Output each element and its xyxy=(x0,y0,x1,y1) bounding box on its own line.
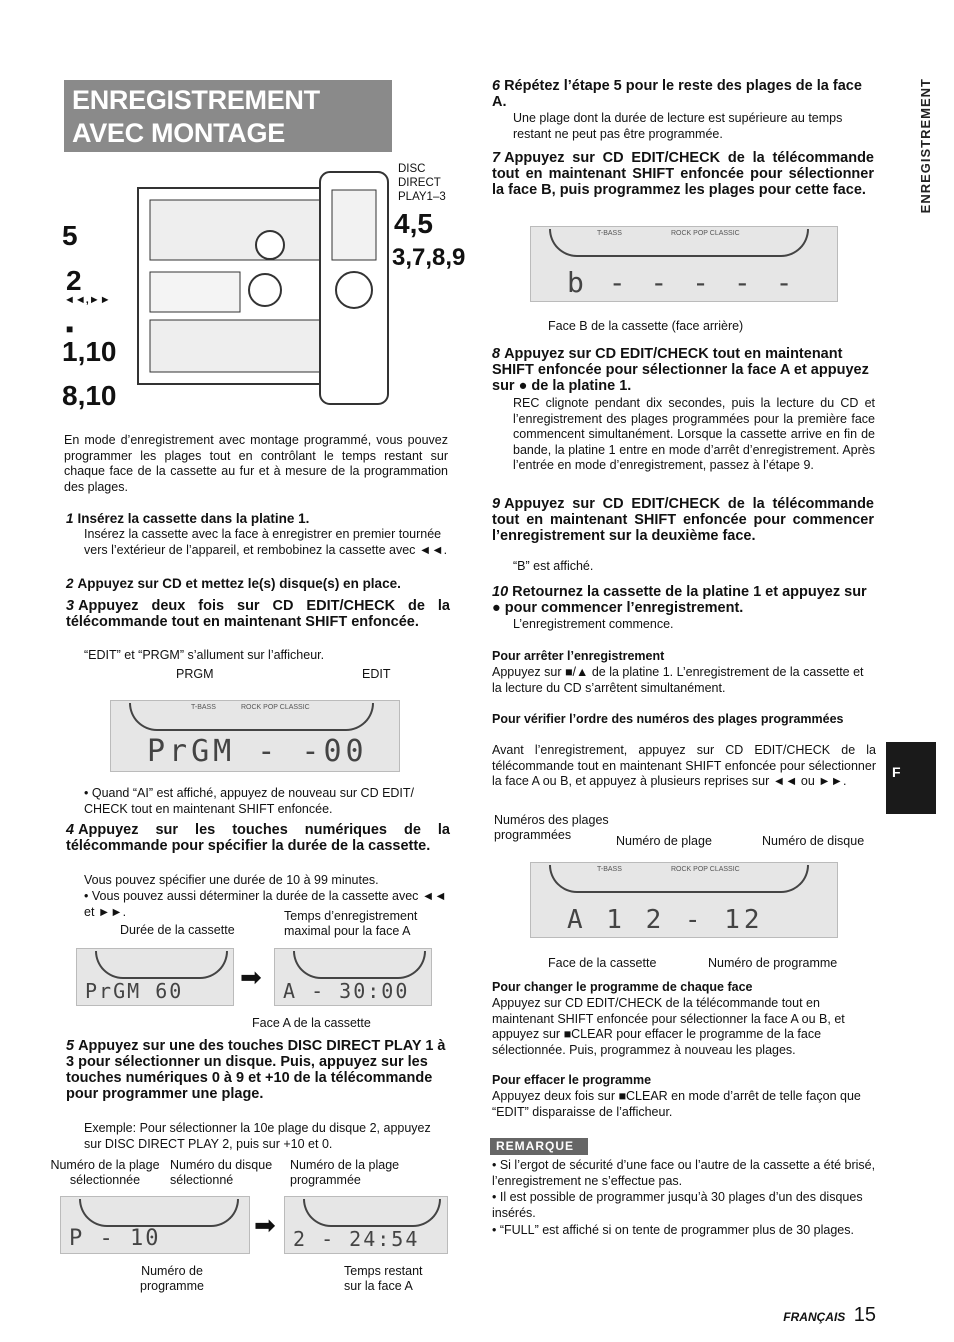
step-title: Retournez la cassette de la platine 1 et appuyez sur ● pour commencer l’enregistrement. xyxy=(492,584,867,616)
lcd-arc xyxy=(303,1199,441,1227)
lcd-segments: PrGM 60 xyxy=(85,979,184,1003)
lcd-segments: P - 10 xyxy=(69,1226,161,1251)
footer-language: FRANÇAIS xyxy=(783,1310,846,1324)
step-1-heading xyxy=(66,511,450,527)
lcd-arc xyxy=(95,951,228,979)
device-illustration xyxy=(60,160,466,411)
step-3-heading xyxy=(66,598,450,630)
step-10-heading xyxy=(492,584,876,616)
lcd-display-step5a xyxy=(60,1196,250,1254)
step-3-body: “EDIT” et “PRGM” s’allument sur l’afficheur. xyxy=(84,648,325,662)
arrow-right-icon: ➡ xyxy=(254,1210,276,1240)
label-face-a: Face A de la cassette xyxy=(252,1016,371,1030)
callout-2: 2 xyxy=(66,265,82,296)
step-title: Appuyez sur une des touches DISC DIRECT PLAY 1 à 3 pour sélectionner un disque. Puis, appuyez sur les touches numériques 0 à 9 et +10 de la télécommande pour programmer une plage. xyxy=(66,1038,446,1102)
callout-3-7-8-9: 3,7,8,9 xyxy=(392,244,466,271)
lcd-arc xyxy=(79,1199,239,1227)
remarque-item-3: • “FULL” est affiché si on tente de programmer plus de 30 plages. xyxy=(492,1223,854,1237)
step-title: Appuyez sur CD et mettez le(s) disque(s) en place. xyxy=(77,576,401,591)
step-4-body-1: Vous pouvez spécifier une durée de 10 à 99 minutes. xyxy=(84,873,379,887)
label-face-b: Face B de la cassette (face arrière) xyxy=(548,319,744,333)
lcd-modes: ROCK POP CLASSIC xyxy=(671,230,740,237)
step-number: 8 xyxy=(492,346,501,362)
step-title: Répétez l’étape 5 pour le reste des plages de la face A. xyxy=(492,78,862,110)
intro-text: En mode d’enregistrement avec montage programmé, vous pouvez programmer les plages tout en contrôlant le temps restant sur chaque face de la cassette au fur et à mesure de la programmation des plages. xyxy=(64,433,448,494)
label-plage-selectionnee: Numéro de la plage sélectionnée xyxy=(50,1158,160,1187)
step-title: Appuyez sur CD EDIT/CHECK de la télécommande tout en maintenant SHIFT enfoncée pour commencer l’enregistrement sur la deuxième face. xyxy=(492,496,874,544)
step-5-heading xyxy=(66,1038,450,1102)
step-number: 9 xyxy=(492,496,501,512)
step-4-body-2: • Vous pouvez aussi déterminer la durée de la cassette avec ◄◄ et ►►. xyxy=(84,889,447,919)
lcd-arc xyxy=(293,951,426,979)
step-7-heading xyxy=(492,150,874,198)
lcd-display-step4a xyxy=(76,948,234,1006)
step-title: Appuyez sur les touches numériques de la télécommande pour spécifier la durée de la cassette. xyxy=(66,822,450,854)
step-8-body: REC clignote pendant dix secondes, puis la lecture du CD et l’enregistrement des plages programmées pour la première face commencent simultanément. Lorsque la cassette arrive en fin de bande, la platine 1 entre en mode d’arrêt d’enregistrement. Après l’entrée en mode d’enregistrement, passez à l’étape 9. xyxy=(513,396,875,472)
callout-stop: ■ xyxy=(66,322,74,336)
lcd-segments: 2 - 24:54 xyxy=(293,1227,420,1251)
label-numero-programme: Numéro de programme xyxy=(140,1264,204,1293)
label-temps-restant: Temps restant sur la face A xyxy=(344,1264,423,1293)
callout-1-10: 1,10 xyxy=(62,336,117,367)
callout-4-5: 4,5 xyxy=(394,208,433,239)
stop-heading: Pour arrêter l’enregistrement xyxy=(492,649,665,663)
lcd-display-step7 xyxy=(530,226,838,302)
change-body: Appuyez sur CD EDIT/CHECK de la télécommande tout en maintenant SHIFT enfoncée pour sélectionner la face A ou B, et appuyez sur ■CLEAR pour effacer le programme de la face sélectionnée. Puis, programmez à nouveau les plages. xyxy=(492,996,845,1057)
step-2-heading xyxy=(66,576,450,592)
step-3-note: • Quand “AI” est affiché, appuyez de nouveau sur CD EDIT/ CHECK tout en maintenant SHIFT enfoncée. xyxy=(84,786,415,816)
verify-body: Avant l’enregistrement, appuyez sur CD EDIT/CHECK de la télécommande tout en maintenant SHIFT enfoncée pour sélectionner la face A ou B, et appuyez à plusieurs reprises sur ◄◄ ou ►►. xyxy=(492,743,876,788)
step-6-body: Une plage dont la durée de lecture est supérieure au temps restant ne peut pas être programmée. xyxy=(513,111,843,141)
erase-body: Appuyez deux fois sur ■CLEAR en mode d’arrêt de telle façon que “EDIT” disparaisse de l’afficheur. xyxy=(492,1089,861,1119)
remarque-item-2: • Il est possible de programmer jusqu’à 30 plages d’un des disques insérés. xyxy=(492,1190,863,1220)
erase-heading: Pour effacer le programme xyxy=(492,1073,652,1087)
section-side-label: ENREGISTREMENT xyxy=(918,78,933,214)
label-numero-programme-v: Numéro de programme xyxy=(708,956,838,970)
label-numero-disque: Numéro de disque xyxy=(762,834,865,848)
step-title: Insérez la cassette dans la platine 1. xyxy=(77,511,310,526)
step-9-body: “B” est affiché. xyxy=(513,559,594,573)
lcd-segments: PrGM - -00 xyxy=(147,734,368,769)
step-9-heading xyxy=(492,496,874,544)
step-number: 2 xyxy=(66,576,74,591)
page-footer xyxy=(776,1304,876,1327)
label-plage-programmee: Numéro de la plage programmée xyxy=(290,1158,400,1187)
label-temps-max: Temps d’enregistrement maximal pour la face A xyxy=(284,909,418,938)
step-5-body: Exemple: Pour sélectionner la 10e plage du disque 2, appuyez sur DISC DIRECT PLAY 2, puis sur +10 et 0. xyxy=(84,1121,431,1151)
remarque-item-1: • Si l’ergot de sécurité d’une face ou l’autre de la cassette a été brisé, l’enregistrement ne s’effectue pas. xyxy=(492,1158,876,1188)
callout-skip: ◄◄,►► xyxy=(64,294,111,306)
prgm-label: PRGM xyxy=(176,667,214,681)
callout-8-10: 8,10 xyxy=(62,380,117,411)
lcd-display-step3 xyxy=(110,700,400,772)
edit-label: EDIT xyxy=(362,667,391,681)
step-number: 4 xyxy=(66,822,75,838)
callout-5: 5 xyxy=(62,220,78,251)
step-10-body: L’enregistrement commence. xyxy=(513,617,674,631)
step-number: 5 xyxy=(66,1038,75,1054)
arrow-right-icon: ➡ xyxy=(240,962,262,992)
lcd-display-step4b xyxy=(274,948,432,1006)
step-number: 1 xyxy=(66,511,74,526)
lcd-segments: b - - - - - xyxy=(567,266,797,299)
change-heading: Pour changer le programme de chaque face xyxy=(492,980,753,994)
step-8-heading xyxy=(492,346,874,394)
language-tab: F xyxy=(886,742,936,814)
step-1-body: Insérez la cassette avec la face à enregistrer en premier tournée vers l’extérieur de l’appareil, et rembobinez la cassette avec ◄◄. xyxy=(84,527,448,557)
label-numeros-plages: Numéros des plages programmées xyxy=(494,813,609,842)
callout-disc-direct: DISC DIRECT PLAY1–3 xyxy=(398,163,446,203)
step-number: 10 xyxy=(492,584,509,600)
step-number: 6 xyxy=(492,78,501,94)
verify-heading: Pour vérifier l’ordre des numéros des plages programmées xyxy=(492,712,844,726)
lcd-modes: ROCK POP CLASSIC xyxy=(671,866,740,873)
label-numero-plage: Numéro de plage xyxy=(616,834,712,848)
lcd-modes: ROCK POP CLASSIC xyxy=(241,704,310,711)
step-title: Appuyez sur CD EDIT/CHECK de la télécommande tout en maintenant SHIFT enfoncée pour sélectionner la face B, puis programmez les plages pour cette face. xyxy=(492,150,874,198)
stop-body: Appuyez sur ■/▲ de la platine 1. L’enregistrement de la cassette et la lecture du CD s’arrêtent simultanément. xyxy=(492,665,864,695)
lcd-tbass: T-BASS xyxy=(597,866,622,873)
label-disque-selectionne: Numéro du disque sélectionné xyxy=(170,1158,273,1187)
step-number: 7 xyxy=(492,150,501,166)
step-title: Appuyez sur CD EDIT/CHECK tout en maintenant SHIFT enfoncée pour sélectionner la face A et appuyez sur ● de la platine 1. xyxy=(492,346,869,394)
lcd-display-verify xyxy=(530,862,838,938)
step-title: Appuyez deux fois sur CD EDIT/CHECK de la télécommande tout en maintenant SHIFT enfoncée. xyxy=(66,598,450,630)
step-4-heading xyxy=(66,822,450,854)
label-duree-cassette: Durée de la cassette xyxy=(120,923,235,937)
step-number: 3 xyxy=(66,598,75,614)
lcd-display-step5b xyxy=(284,1196,448,1254)
step-6-heading xyxy=(492,78,874,110)
lcd-tbass: T-BASS xyxy=(597,230,622,237)
remarque-badge: REMARQUE xyxy=(490,1138,588,1155)
lcd-tbass: T-BASS xyxy=(191,704,216,711)
page-number: 15 xyxy=(853,1304,876,1326)
label-face-cassette: Face de la cassette xyxy=(548,956,657,970)
lcd-segments: A - 30:00 xyxy=(283,979,410,1003)
lcd-segments: A 1 2 - 12 xyxy=(567,905,764,935)
page-title: ENREGISTREMENT AVEC MONTAGE PROGRAMME xyxy=(64,80,392,152)
